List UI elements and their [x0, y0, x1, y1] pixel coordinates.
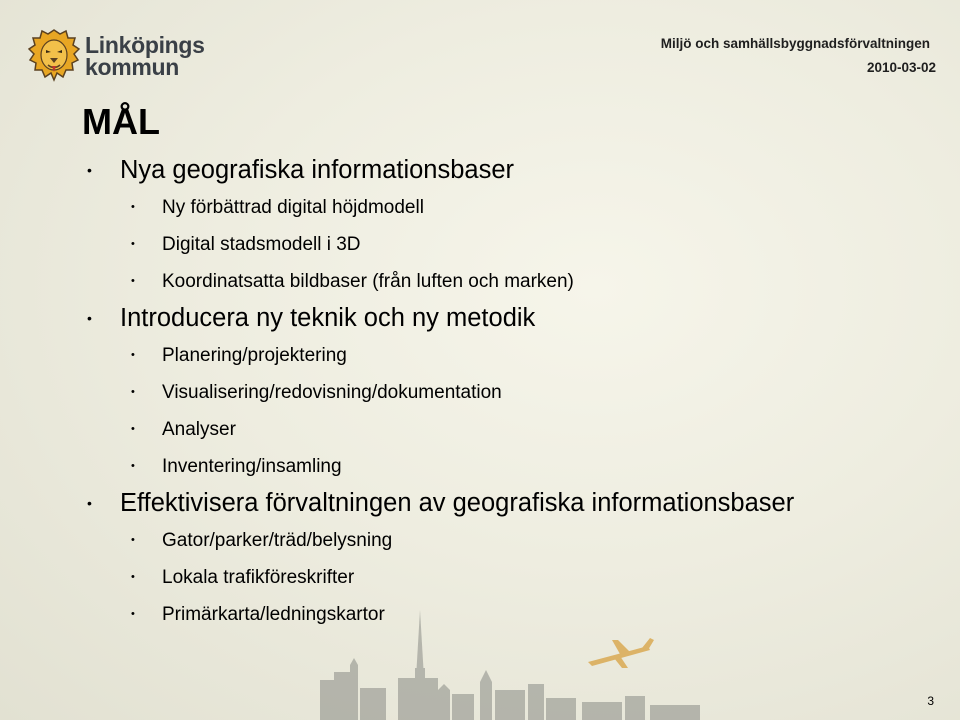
- bullet-level-2: [0, 374, 900, 411]
- bullet-text: Digital stadsmodell i 3D: [162, 234, 361, 255]
- bullet-dot-icon: •: [131, 571, 135, 583]
- bullet-dot-icon: •: [131, 201, 135, 213]
- bullet-text: Visualisering/redovisning/dokumentation: [162, 382, 502, 403]
- bullet-text: Nya geografiska informationsbaser: [120, 156, 515, 184]
- bullet-text: Effektivisera förvaltningen av geografiska informationsbaser: [120, 489, 795, 517]
- bullet-level-2: [0, 559, 900, 596]
- bullet-text: Ny förbättrad digital höjdmodell: [162, 197, 424, 218]
- logo-line-1: Linköpings: [85, 32, 205, 58]
- bullet-text: Koordinatsatta bildbaser (från luften och marken): [162, 271, 574, 292]
- bullet-dot-icon: •: [131, 608, 135, 620]
- bullet-text: Lokala trafikföreskrifter: [162, 567, 355, 588]
- linkopings-kommun-logo: [28, 28, 218, 84]
- bullet-text: Introducera ny teknik och ny metodik: [120, 304, 536, 332]
- bullet-dot-icon: •: [131, 534, 135, 546]
- bullet-text: Inventering/insamling: [162, 456, 342, 477]
- bullet-dot-icon: •: [131, 349, 135, 361]
- bullet-level-1: [0, 152, 900, 189]
- bullet-level-1: [0, 485, 900, 522]
- city-skyline-illustration: [320, 610, 700, 720]
- slide-date: 2010-03-02: [866, 60, 936, 75]
- bullet-level-2: [0, 411, 900, 448]
- bullet-level-2: [0, 226, 900, 263]
- department-name: Miljö och samhällsbyggnadsförvaltningen: [660, 36, 930, 51]
- bullet-level-2: [0, 189, 900, 226]
- page-number: 3: [927, 694, 934, 708]
- bullet-list: [0, 152, 900, 633]
- bullet-level-1: [0, 300, 900, 337]
- logo-line-2: kommun: [85, 54, 180, 80]
- bullet-dot-icon: •: [87, 162, 92, 178]
- bullet-dot-icon: •: [131, 423, 135, 435]
- bullet-text: Primärkarta/ledningskartor: [162, 604, 385, 625]
- slide-title: MÅL: [82, 101, 160, 142]
- bullet-dot-icon: •: [131, 238, 135, 250]
- lion-emblem-icon: [28, 28, 80, 82]
- bullet-level-2: [0, 522, 900, 559]
- bullet-level-2: [0, 337, 900, 374]
- bullet-dot-icon: •: [131, 386, 135, 398]
- bullet-text: Planering/projektering: [162, 345, 347, 366]
- bullet-level-2: [0, 448, 900, 485]
- bullet-dot-icon: •: [87, 495, 92, 511]
- bullet-text: Gator/parker/träd/belysning: [162, 530, 393, 551]
- bullet-dot-icon: •: [131, 275, 135, 287]
- bullet-level-2: [0, 263, 900, 300]
- bullet-text: Analyser: [162, 419, 236, 440]
- bullet-dot-icon: •: [131, 460, 135, 472]
- bullet-dot-icon: •: [87, 310, 92, 326]
- logo-wordmark: [85, 34, 205, 78]
